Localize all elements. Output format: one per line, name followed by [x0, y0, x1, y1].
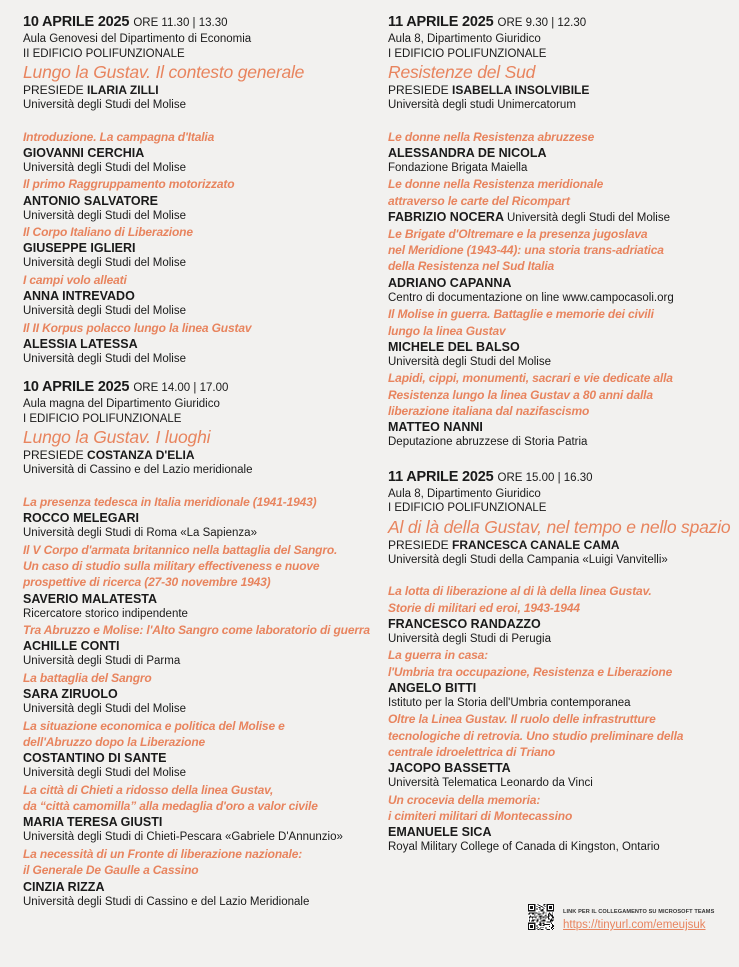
talk-title: Il V Corpo d'armata britannico nella battaglia del Sangro.	[23, 542, 338, 557]
talk-item	[388, 176, 728, 226]
session-date-time	[388, 469, 728, 487]
talk-title: Un crocevia della memoria:	[388, 792, 541, 807]
speaker-name-text: ROCCO MELEGARI	[23, 511, 139, 526]
talk-item	[23, 176, 373, 224]
session-venue: Aula magna del Dipartimento Giuridico	[23, 398, 220, 411]
talk-item	[23, 670, 373, 718]
chair-prefix: PRESIEDE	[388, 83, 449, 97]
talk-title: da “città camomilla” alla medaglia d'oro a valor civile	[23, 799, 318, 814]
speaker-name-text: SAVERIO MALATESTA	[23, 591, 158, 606]
speaker-name-text: GIUSEPPE IGLIERI	[23, 241, 136, 256]
talk-item	[23, 622, 373, 670]
talk-item	[388, 792, 728, 856]
section-spacer	[388, 114, 728, 129]
speaker-name	[388, 419, 728, 435]
talk-title: l'Umbria tra occupazione, Resistenza e Liberazione	[388, 664, 673, 679]
talk-item	[23, 272, 373, 320]
speaker-name	[23, 510, 373, 526]
speaker-affiliation: Università degli Studi del Molise	[23, 305, 186, 318]
session-title: Al di là della Gustav, nel tempo e nello spazio	[388, 516, 731, 537]
speaker-affiliation: Università degli Studi di Cassino e del Lazio Meridionale	[23, 895, 310, 908]
session-time: ORE 14.00 | 17.00	[133, 382, 229, 395]
speaker-name-text: MATTEO NANNI	[388, 420, 483, 435]
speaker-name	[23, 750, 373, 766]
session	[23, 14, 373, 367]
chair-affiliation: Università degli Studi della Campania «Luigi Vanvitelli»	[388, 553, 668, 566]
speaker-name	[23, 591, 373, 607]
chair-affiliation: Università di Cassino e del Lazio meridionale	[23, 464, 253, 477]
session-time: ORE 15.00 | 16.30	[497, 471, 593, 484]
talk-title: Le donne nella Resistenza meridionale	[388, 177, 604, 192]
talk-title: liberazione italiana dal nazifascismo	[388, 403, 590, 418]
speaker-affiliation: Università degli Studi di Roma «La Sapienza»	[23, 527, 257, 540]
chair-name: ILARIA ZILLI	[87, 83, 159, 97]
speaker-name-text: ANNA INTREVADO	[23, 289, 135, 304]
speaker-name	[388, 275, 728, 291]
chair-name: FRANCESCA CANALE CAMA	[452, 537, 620, 552]
speaker-name-text: COSTANTINO DI SANTE	[23, 751, 167, 766]
talk-title: Oltre la Linea Gustav. Il ruolo delle infrastrutture	[388, 712, 656, 727]
talk-title: tecnologiche di retrovia. Uno studio preliminare della	[388, 728, 684, 743]
talk-item	[388, 370, 728, 450]
speaker-name-text: ANGELO BITTI	[388, 680, 477, 695]
talk-item	[388, 647, 728, 711]
talk-title: Le Brigate d'Oltremare e la presenza jugoslava	[388, 226, 648, 241]
speaker-name-text: FRANCESCO RANDAZZO	[388, 616, 541, 631]
speaker-affiliation: Università degli Studi del Molise	[23, 209, 186, 222]
speaker-name-text: ADRIANO CAPANNA	[388, 275, 512, 290]
talk-item	[388, 226, 728, 306]
speaker-affiliation: Università degli Studi di Perugia	[388, 632, 552, 645]
session-date: 10 APRILE 2025	[23, 14, 130, 30]
speaker-name	[23, 336, 373, 352]
teams-link-label: LINK PER IL COLLEGAMENTO SU MICROSOFT TEAMS	[563, 909, 715, 915]
talk-item	[23, 320, 373, 368]
talk-title: Le donne nella Resistenza abruzzese	[388, 129, 595, 144]
session-date: 10 APRILE 2025	[23, 379, 130, 396]
talk-title: Il II Korpus polacco lungo la linea Gustav	[23, 320, 252, 335]
session-time: ORE 11.30 | 13.30	[133, 17, 228, 29]
speaker-affiliation: Università degli Studi del Molise	[507, 211, 670, 224]
talk-title: Lapidi, cippi, monumenti, sacrari e vie dedicate alla	[388, 371, 673, 386]
talk-item	[388, 583, 728, 647]
speaker-affiliation: Università degli Studi del Molise	[23, 161, 186, 174]
speaker-name	[23, 686, 373, 702]
session	[23, 379, 373, 910]
session-venue: Aula 8, Dipartimento Giuridico	[388, 487, 541, 500]
speaker-name	[388, 339, 728, 355]
speaker-name	[23, 814, 373, 830]
talk-title: La battaglia del Sangro	[23, 670, 152, 685]
session	[388, 468, 731, 856]
chair-name: ISABELLA INSOLVIBILE	[452, 83, 590, 97]
section-spacer	[23, 114, 373, 129]
talk-title: nel Meridione (1943-44): una storia trans-adriatica	[388, 243, 664, 258]
speaker-name	[388, 824, 728, 840]
speaker-affiliation: Università degli Studi del Molise	[23, 703, 186, 716]
session-date-time	[23, 14, 373, 32]
session-chair	[388, 83, 728, 98]
teams-link-footer	[528, 903, 738, 933]
talk-item	[23, 494, 373, 542]
talk-item	[23, 782, 373, 846]
talk-item	[388, 711, 728, 791]
speaker-name	[23, 879, 373, 895]
talk-title: La situazione economica e politica del Molise e	[23, 718, 285, 733]
speaker-name	[388, 760, 728, 776]
talk-title: Tra Abruzzo e Molise: l'Alto Sangro come laboratorio di guerra	[23, 623, 370, 638]
left-column	[23, 14, 373, 910]
session-title: Lungo la Gustav. Il contesto generale	[23, 62, 305, 82]
talk-title: centrale idroelettrica di Triano	[388, 745, 556, 760]
session-chair	[23, 448, 373, 463]
session-venue: Aula 8, Dipartimento Giuridico	[388, 33, 541, 45]
talk-item	[23, 129, 373, 177]
speaker-name	[388, 209, 728, 226]
speaker-name-text: ANTONIO SALVATORE	[23, 193, 158, 208]
talk-title: Il Molise in guerra. Battaglie e memorie dei civili	[388, 307, 654, 322]
talk-title: La città di Chieti a ridosso della linea Gustav,	[23, 782, 274, 797]
talk-title: lungo la linea Gustav	[388, 323, 506, 338]
talk-title: Un caso di studio sulla military effectiveness e nuove	[23, 559, 320, 574]
talk-title: della Resistenza nel Sud Italia	[388, 259, 555, 274]
speaker-affiliation: Royal Military College of Canada di Kingston, Ontario	[388, 841, 660, 854]
talk-title: Storie di militari ed eroi, 1943-1944	[388, 600, 580, 615]
talk-title: Introduzione. La campagna d'Italia	[23, 129, 215, 144]
speaker-name-text: ALESSIA LATESSA	[23, 336, 138, 351]
session-title: Lungo la Gustav. I luoghi	[23, 427, 211, 448]
speaker-affiliation: Centro di documentazione on line www.campocasoli.org	[388, 291, 674, 304]
session-date-time	[388, 14, 728, 32]
talk-title: La guerra in casa:	[388, 648, 489, 663]
speaker-name-text: MARIA TERESA GIUSTI	[23, 815, 163, 830]
speaker-name	[388, 616, 728, 632]
session-building: I EDIFICIO POLIFUNZIONALE	[388, 502, 547, 515]
speaker-affiliation: Università degli Studi del Molise	[23, 257, 186, 270]
speaker-name-text: MICHELE DEL BALSO	[388, 339, 520, 354]
session-title: Resistenze del Sud	[388, 62, 536, 82]
speaker-name	[23, 288, 373, 304]
chair-prefix: PRESIEDE	[388, 537, 449, 552]
speaker-name-text: FABRIZIO NOCERA	[388, 209, 504, 224]
session-chair	[388, 538, 728, 553]
speaker-name-text: ACHILLE CONTI	[23, 639, 120, 654]
speaker-name-text: GIOVANNI CERCHIA	[23, 145, 145, 160]
speaker-name	[23, 145, 373, 161]
right-column	[388, 14, 731, 856]
teams-link-url[interactable]: https://tinyurl.com/emeujsuk	[563, 919, 706, 931]
speaker-name	[23, 240, 373, 256]
chair-affiliation: Università degli Studi del Molise	[23, 99, 186, 111]
chair-prefix: PRESIEDE	[23, 83, 84, 97]
session-time: ORE 9.30 | 12.30	[497, 17, 587, 29]
talk-item	[23, 718, 373, 782]
session-date-time	[23, 379, 373, 397]
talk-title: dell'Abruzzo dopo la Liberazione	[23, 735, 206, 750]
speaker-name-text: ALESSANDRA DE NICOLA	[388, 145, 547, 160]
talk-title: Resistenza lungo la linea Gustav a 80 anni dalla	[388, 387, 653, 402]
session-building: I EDIFICIO POLIFUNZIONALE	[388, 47, 547, 60]
speaker-affiliation: Istituto per la Storia dell'Umbria contemporanea	[388, 696, 631, 709]
session-chair	[23, 83, 373, 98]
speaker-name	[388, 145, 728, 161]
speaker-affiliation: Università Telematica Leonardo da Vinci	[388, 777, 593, 790]
talk-title: il Generale De Gaulle a Cassino	[23, 863, 199, 878]
session-date: 11 APRILE 2025	[388, 468, 494, 485]
talk-item	[23, 224, 373, 272]
speaker-name-text: JACOPO BASSETTA	[388, 761, 511, 776]
speaker-name-text: SARA ZIRUOLO	[23, 687, 118, 702]
speaker-affiliation: Fondazione Brigata Maiella	[388, 161, 528, 174]
talk-title: Il Corpo Italiano di Liberazione	[23, 225, 193, 240]
qr-code-icon[interactable]	[528, 904, 554, 930]
speaker-name	[23, 638, 373, 654]
session-building: II EDIFICIO POLIFUNZIONALE	[23, 47, 185, 60]
speaker-affiliation: Università degli Studi del Molise	[23, 767, 186, 780]
talk-item	[388, 129, 728, 177]
chair-affiliation: Università degli studi Unimercatorum	[388, 99, 576, 111]
speaker-name-text: EMANUELE SICA	[388, 825, 492, 840]
session	[388, 14, 728, 451]
session-venue: Aula Genovesi del Dipartimento di Economia	[23, 33, 252, 45]
session-date: 11 APRILE 2025	[388, 14, 494, 30]
speaker-affiliation: Deputazione abruzzese di Storia Patria	[388, 436, 588, 449]
chair-prefix: PRESIEDE	[23, 448, 84, 463]
speaker-affiliation: Università degli Studi del Molise	[388, 355, 551, 368]
talk-title: La necessità di un Fronte di liberazione nazionale:	[23, 846, 303, 861]
talk-title: attraverso le carte del Ricompart	[388, 193, 570, 208]
talk-title: Il primo Raggruppamento motorizzato	[23, 177, 235, 192]
section-spacer	[388, 568, 728, 583]
section-spacer	[23, 479, 373, 494]
speaker-name	[388, 680, 728, 696]
speaker-affiliation: Università degli Studi di Parma	[23, 655, 181, 668]
talk-item	[23, 846, 373, 910]
talk-title: La lotta di liberazione al di là della linea Gustav.	[388, 584, 652, 599]
speaker-name-text: CINZIA RIZZA	[23, 879, 105, 894]
talk-item	[23, 542, 373, 622]
speaker-affiliation: Università degli Studi di Chieti-Pescara «Gabriele D'Annunzio»	[23, 831, 343, 844]
talk-title: I campi volo alleati	[23, 272, 127, 287]
talk-title: i cimiteri militari di Montecassino	[388, 809, 573, 824]
talk-title: La presenza tedesca in Italia meridionale (1941-1943)	[23, 494, 317, 509]
session-building: I EDIFICIO POLIFUNZIONALE	[23, 412, 182, 425]
chair-name: COSTANZA D'ELIA	[87, 448, 195, 463]
speaker-affiliation: Università degli Studi del Molise	[23, 352, 186, 365]
speaker-affiliation: Ricercatore storico indipendente	[23, 607, 188, 620]
speaker-name	[23, 193, 373, 209]
talk-title: prospettive di ricerca (27-30 novembre 1943)	[23, 575, 271, 590]
talk-item	[388, 306, 728, 370]
